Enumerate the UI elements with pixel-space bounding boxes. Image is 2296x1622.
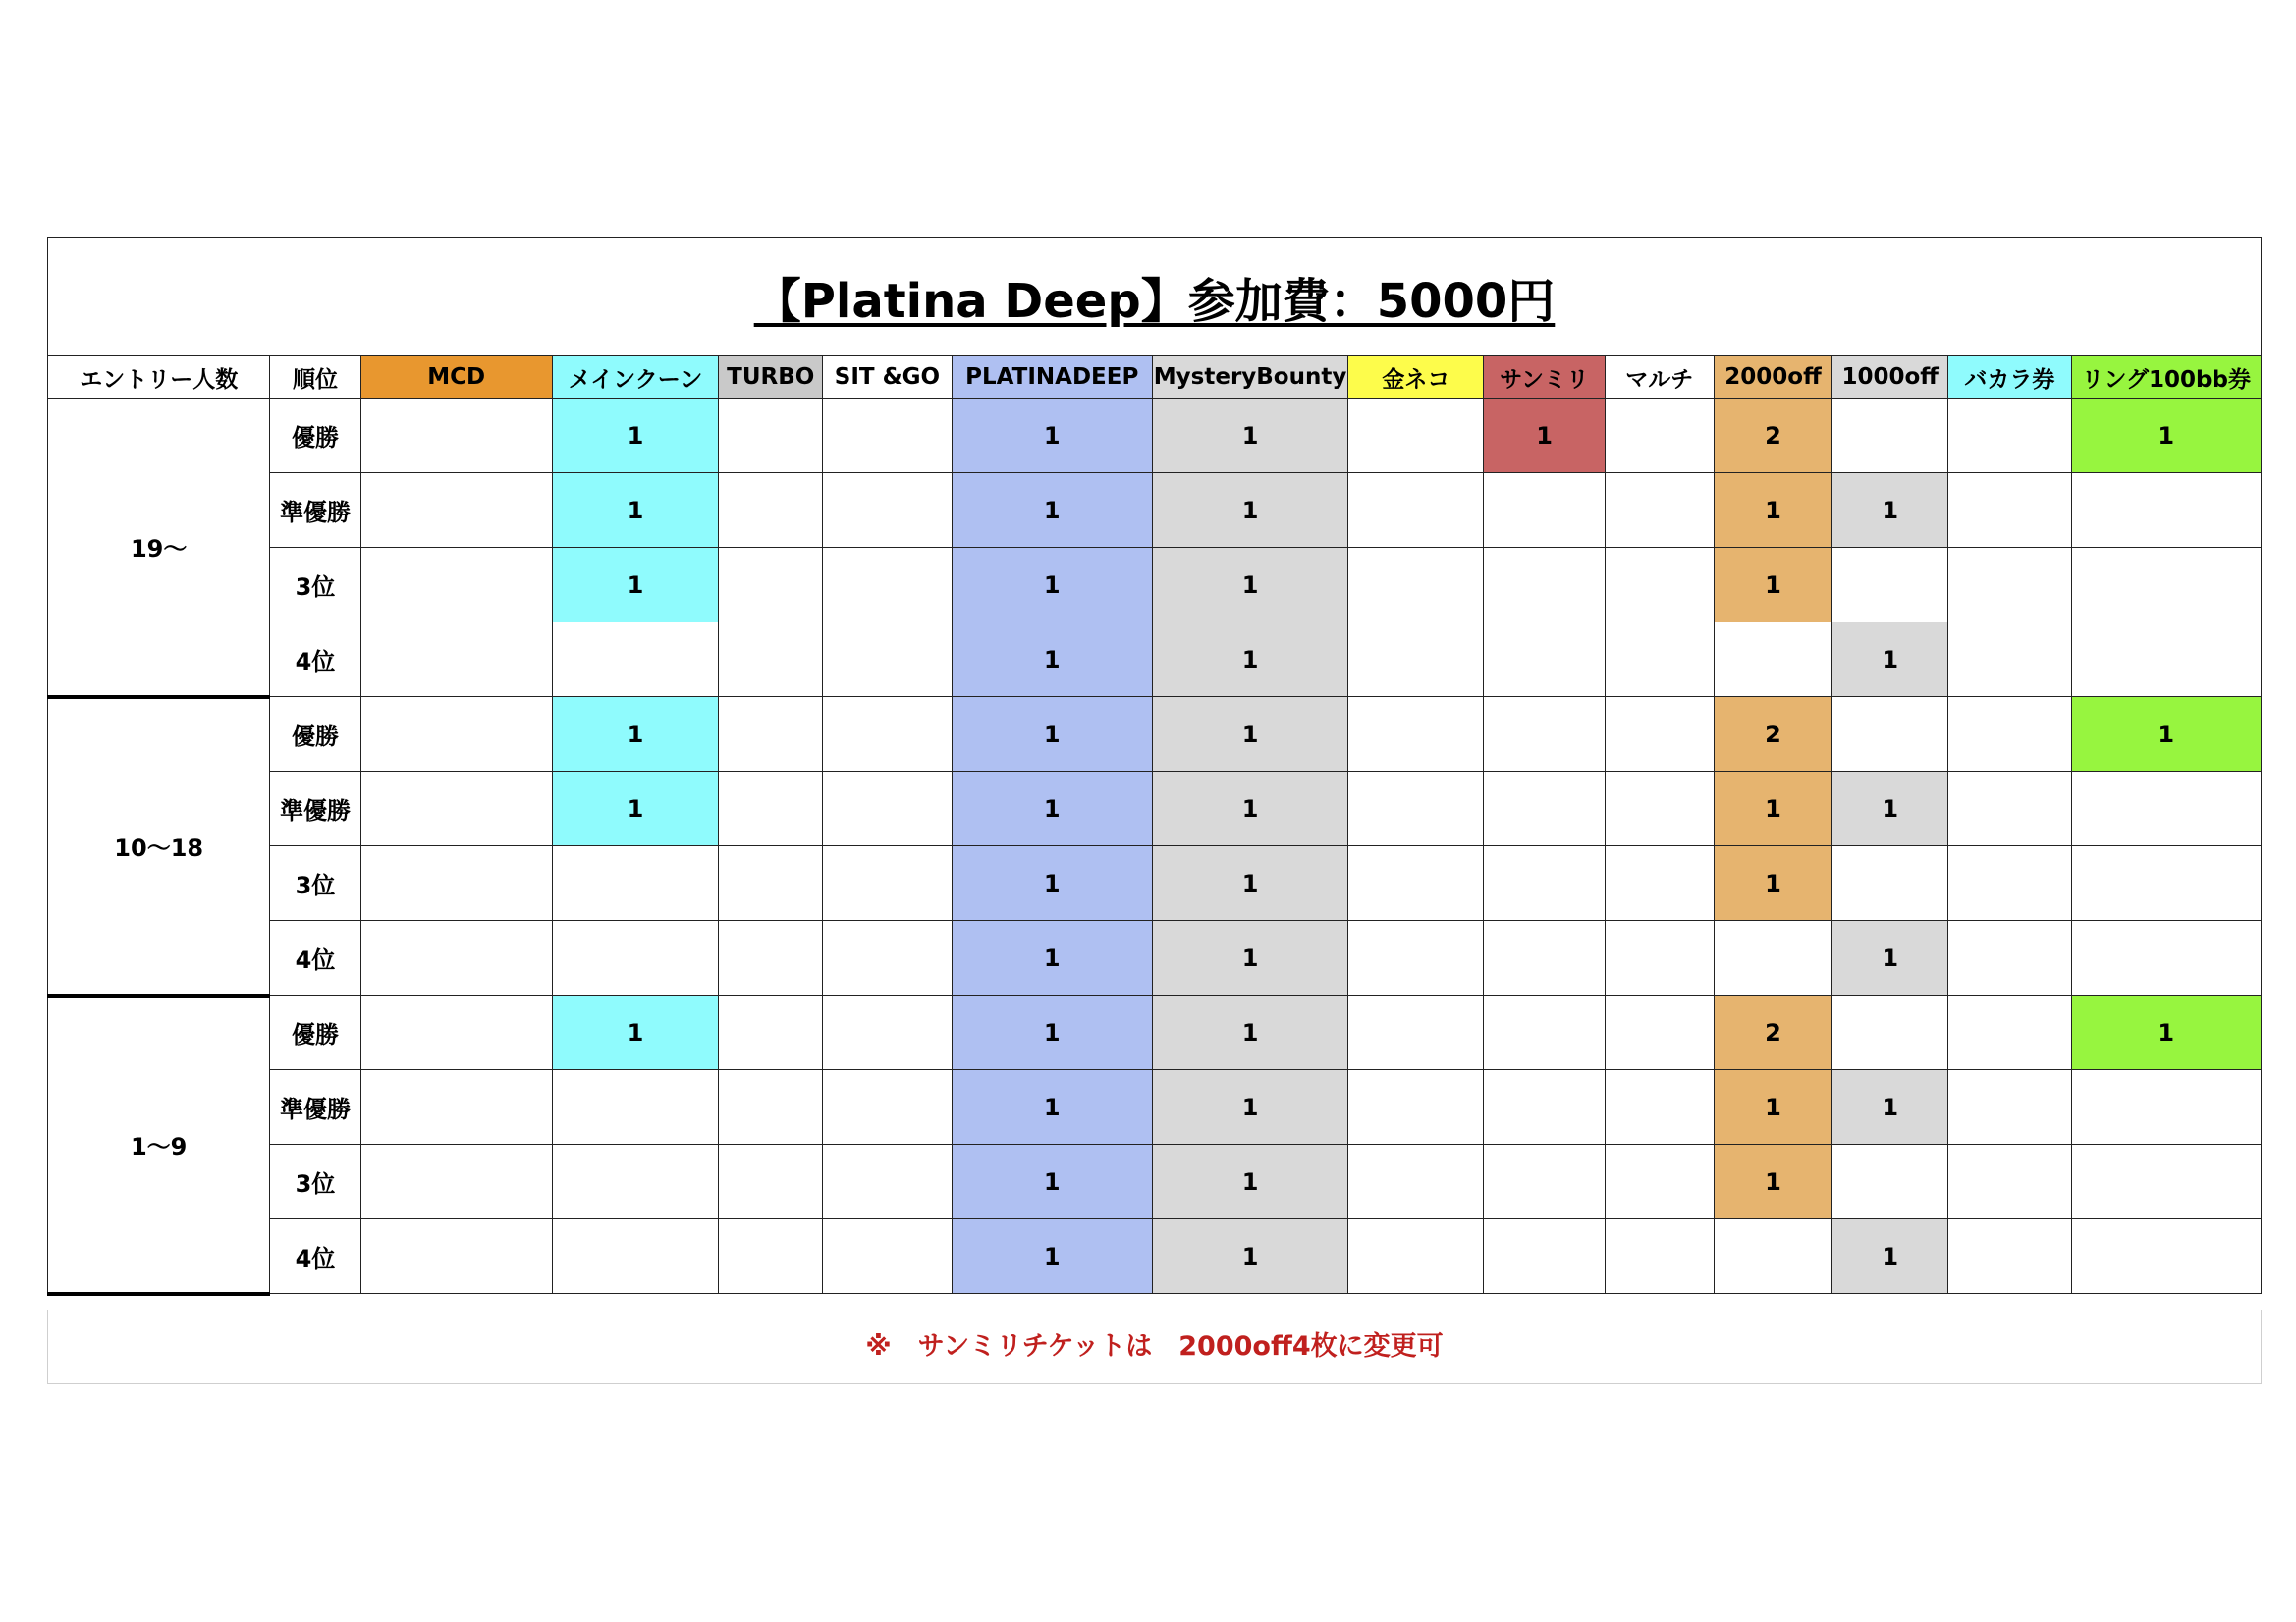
value-cell — [1605, 473, 1714, 548]
value-cell: 1 — [1714, 473, 1831, 548]
value-cell — [1484, 921, 1605, 996]
value-cell — [1714, 921, 1831, 996]
value-cell — [552, 1219, 718, 1294]
value-cell — [2071, 846, 2262, 921]
rank-cell: 準優勝 — [270, 1070, 360, 1145]
value-cell — [360, 921, 552, 996]
value-cell — [1484, 1070, 1605, 1145]
table-row — [48, 846, 2262, 921]
value-cell — [719, 622, 823, 697]
value-cell — [360, 996, 552, 1070]
table-row — [48, 697, 2262, 772]
value-cell — [719, 1145, 823, 1219]
value-cell: 1 — [552, 697, 718, 772]
value-cell — [1832, 399, 1948, 473]
value-cell — [552, 1070, 718, 1145]
value-cell — [1484, 1145, 1605, 1219]
value-cell — [1605, 399, 1714, 473]
value-cell — [360, 1145, 552, 1219]
value-cell — [823, 846, 952, 921]
value-cell: 1 — [1152, 622, 1347, 697]
value-cell — [719, 1219, 823, 1294]
value-cell — [1832, 697, 1948, 772]
value-cell — [360, 697, 552, 772]
value-cell: 1 — [1152, 399, 1347, 473]
title-cell — [48, 238, 2262, 356]
value-cell — [360, 473, 552, 548]
value-cell — [1948, 473, 2071, 548]
value-cell: 1 — [952, 996, 1152, 1070]
value-cell: 2 — [1714, 399, 1831, 473]
prize-table — [47, 237, 2262, 1296]
value-cell — [1948, 548, 2071, 622]
value-cell: 1 — [1152, 846, 1347, 921]
value-cell: 1 — [1152, 1070, 1347, 1145]
value-cell — [1948, 1219, 2071, 1294]
value-cell — [719, 399, 823, 473]
table-row — [48, 996, 2262, 1070]
value-cell: 1 — [1152, 921, 1347, 996]
value-cell — [1605, 1145, 1714, 1219]
value-cell: 1 — [2071, 697, 2262, 772]
value-cell — [360, 399, 552, 473]
value-cell — [1348, 399, 1484, 473]
table-row — [48, 1070, 2262, 1145]
value-cell — [360, 846, 552, 921]
value-cell — [1832, 996, 1948, 1070]
value-cell — [823, 921, 952, 996]
rank-cell: 3位 — [270, 1145, 360, 1219]
value-cell — [1948, 1070, 2071, 1145]
value-cell: 1 — [2071, 399, 2262, 473]
value-cell — [2071, 1070, 2262, 1145]
table-row — [48, 921, 2262, 996]
value-cell — [1605, 1219, 1714, 1294]
table-row — [48, 473, 2262, 548]
value-cell — [2071, 1219, 2262, 1294]
value-cell — [1348, 697, 1484, 772]
value-cell: 1 — [1152, 772, 1347, 846]
header-col-8: マルチ — [1605, 356, 1714, 399]
value-cell — [823, 399, 952, 473]
header-col-5: MysteryBounty — [1152, 356, 1347, 399]
header-col-11: バカラ券 — [1948, 356, 2071, 399]
value-cell — [823, 772, 952, 846]
header-col-4: PLATINADEEP — [952, 356, 1152, 399]
value-cell — [719, 772, 823, 846]
value-cell: 1 — [1152, 697, 1347, 772]
value-cell — [552, 921, 718, 996]
header-col-3: SIT &GO — [823, 356, 952, 399]
value-cell: 1 — [552, 996, 718, 1070]
value-cell — [1948, 996, 2071, 1070]
value-cell — [1348, 772, 1484, 846]
value-cell — [719, 996, 823, 1070]
value-cell — [1605, 1070, 1714, 1145]
value-cell: 1 — [1152, 1219, 1347, 1294]
value-cell: 1 — [1714, 548, 1831, 622]
value-cell — [552, 622, 718, 697]
value-cell: 2 — [1714, 697, 1831, 772]
rank-cell: 3位 — [270, 846, 360, 921]
prize-table-container — [47, 237, 2262, 1296]
value-cell — [823, 622, 952, 697]
value-cell — [823, 1145, 952, 1219]
value-cell: 1 — [952, 1070, 1152, 1145]
value-cell: 1 — [1714, 772, 1831, 846]
value-cell — [1348, 846, 1484, 921]
value-cell: 1 — [1152, 1145, 1347, 1219]
value-cell: 1 — [1832, 622, 1948, 697]
rank-cell: 4位 — [270, 1219, 360, 1294]
value-cell — [1605, 846, 1714, 921]
footnote: ※ サンミリチケットは 2000off4枚に変更可 — [47, 1310, 2262, 1384]
value-cell — [1605, 697, 1714, 772]
value-cell — [1948, 697, 2071, 772]
value-cell: 1 — [952, 548, 1152, 622]
value-cell — [823, 697, 952, 772]
value-cell — [2071, 772, 2262, 846]
value-cell — [1484, 1219, 1605, 1294]
value-cell — [360, 1070, 552, 1145]
value-cell — [360, 1219, 552, 1294]
value-cell — [1348, 1070, 1484, 1145]
value-cell — [1348, 996, 1484, 1070]
header-col-2: TURBO — [719, 356, 823, 399]
value-cell — [2071, 622, 2262, 697]
value-cell — [1484, 697, 1605, 772]
value-cell: 1 — [552, 772, 718, 846]
header-col-0: MCD — [360, 356, 552, 399]
value-cell — [2071, 921, 2262, 996]
value-cell: 1 — [552, 548, 718, 622]
value-cell — [1714, 622, 1831, 697]
value-cell — [1605, 772, 1714, 846]
header-col-6: 金ネコ — [1348, 356, 1484, 399]
value-cell: 1 — [1152, 548, 1347, 622]
value-cell: 1 — [1832, 1219, 1948, 1294]
value-cell: 1 — [952, 622, 1152, 697]
value-cell: 1 — [952, 921, 1152, 996]
value-cell — [1605, 622, 1714, 697]
value-cell — [719, 697, 823, 772]
page-title: 【Platina Deep】参加費：5000円 — [753, 273, 1556, 329]
rank-cell: 優勝 — [270, 399, 360, 473]
value-cell — [1948, 846, 2071, 921]
value-cell — [1948, 772, 2071, 846]
value-cell — [360, 622, 552, 697]
value-cell — [1484, 772, 1605, 846]
value-cell: 1 — [952, 473, 1152, 548]
header-col-1: メインクーン — [552, 356, 718, 399]
value-cell: 1 — [552, 473, 718, 548]
table-row — [48, 772, 2262, 846]
value-cell — [1714, 1219, 1831, 1294]
value-cell — [1832, 846, 1948, 921]
table-row — [48, 399, 2262, 473]
value-cell — [1348, 1219, 1484, 1294]
value-cell — [552, 1145, 718, 1219]
value-cell — [719, 1070, 823, 1145]
value-cell: 1 — [552, 399, 718, 473]
value-cell — [823, 473, 952, 548]
value-cell: 1 — [1832, 772, 1948, 846]
value-cell — [719, 921, 823, 996]
rank-cell: 3位 — [270, 548, 360, 622]
value-cell: 1 — [1832, 473, 1948, 548]
value-cell — [719, 473, 823, 548]
value-cell — [1348, 622, 1484, 697]
value-cell — [1348, 548, 1484, 622]
value-cell: 1 — [1152, 996, 1347, 1070]
header-col-9: 2000off — [1714, 356, 1831, 399]
value-cell — [2071, 1145, 2262, 1219]
value-cell — [823, 1070, 952, 1145]
value-cell — [719, 846, 823, 921]
entry-range: 1〜9 — [48, 996, 270, 1294]
value-cell — [2071, 473, 2262, 548]
value-cell: 1 — [1714, 1145, 1831, 1219]
rank-cell: 4位 — [270, 622, 360, 697]
value-cell: 1 — [1832, 1070, 1948, 1145]
value-cell — [1484, 473, 1605, 548]
value-cell: 1 — [952, 399, 1152, 473]
table-row — [48, 1219, 2262, 1294]
value-cell — [1605, 996, 1714, 1070]
table-row — [48, 1145, 2262, 1219]
header-rank: 順位 — [270, 356, 360, 399]
value-cell: 1 — [952, 697, 1152, 772]
value-cell — [1948, 1145, 2071, 1219]
value-cell — [1605, 548, 1714, 622]
rank-cell: 準優勝 — [270, 772, 360, 846]
value-cell — [1348, 1145, 1484, 1219]
value-cell — [1484, 996, 1605, 1070]
value-cell — [1832, 548, 1948, 622]
value-cell — [1948, 622, 2071, 697]
value-cell: 1 — [952, 846, 1152, 921]
value-cell — [1484, 846, 1605, 921]
value-cell — [360, 548, 552, 622]
value-cell — [823, 548, 952, 622]
header-entry-count: エントリー人数 — [48, 356, 270, 399]
value-cell: 1 — [952, 1145, 1152, 1219]
header-col-7: サンミリ — [1484, 356, 1605, 399]
value-cell — [1348, 473, 1484, 548]
value-cell — [1948, 399, 2071, 473]
rank-cell: 4位 — [270, 921, 360, 996]
value-cell: 1 — [1484, 399, 1605, 473]
value-cell: 1 — [1832, 921, 1948, 996]
value-cell — [823, 1219, 952, 1294]
rank-cell: 優勝 — [270, 996, 360, 1070]
value-cell — [552, 846, 718, 921]
value-cell — [719, 548, 823, 622]
value-cell: 1 — [1152, 473, 1347, 548]
value-cell: 2 — [1714, 996, 1831, 1070]
value-cell — [1948, 921, 2071, 996]
value-cell — [1832, 1145, 1948, 1219]
value-cell: 1 — [1714, 846, 1831, 921]
rank-cell: 優勝 — [270, 697, 360, 772]
value-cell — [1605, 921, 1714, 996]
value-cell — [823, 996, 952, 1070]
value-cell: 1 — [2071, 996, 2262, 1070]
header-col-12: リング100bb券 — [2071, 356, 2262, 399]
entry-range: 19〜 — [48, 399, 270, 697]
value-cell — [1484, 622, 1605, 697]
value-cell: 1 — [1714, 1070, 1831, 1145]
value-cell: 1 — [952, 1219, 1152, 1294]
value-cell — [360, 772, 552, 846]
value-cell: 1 — [952, 772, 1152, 846]
entry-range: 10〜18 — [48, 697, 270, 996]
table-row — [48, 548, 2262, 622]
value-cell — [1348, 921, 1484, 996]
header-col-10: 1000off — [1832, 356, 1948, 399]
rank-cell: 準優勝 — [270, 473, 360, 548]
value-cell — [1484, 548, 1605, 622]
table-row — [48, 622, 2262, 697]
value-cell — [2071, 548, 2262, 622]
